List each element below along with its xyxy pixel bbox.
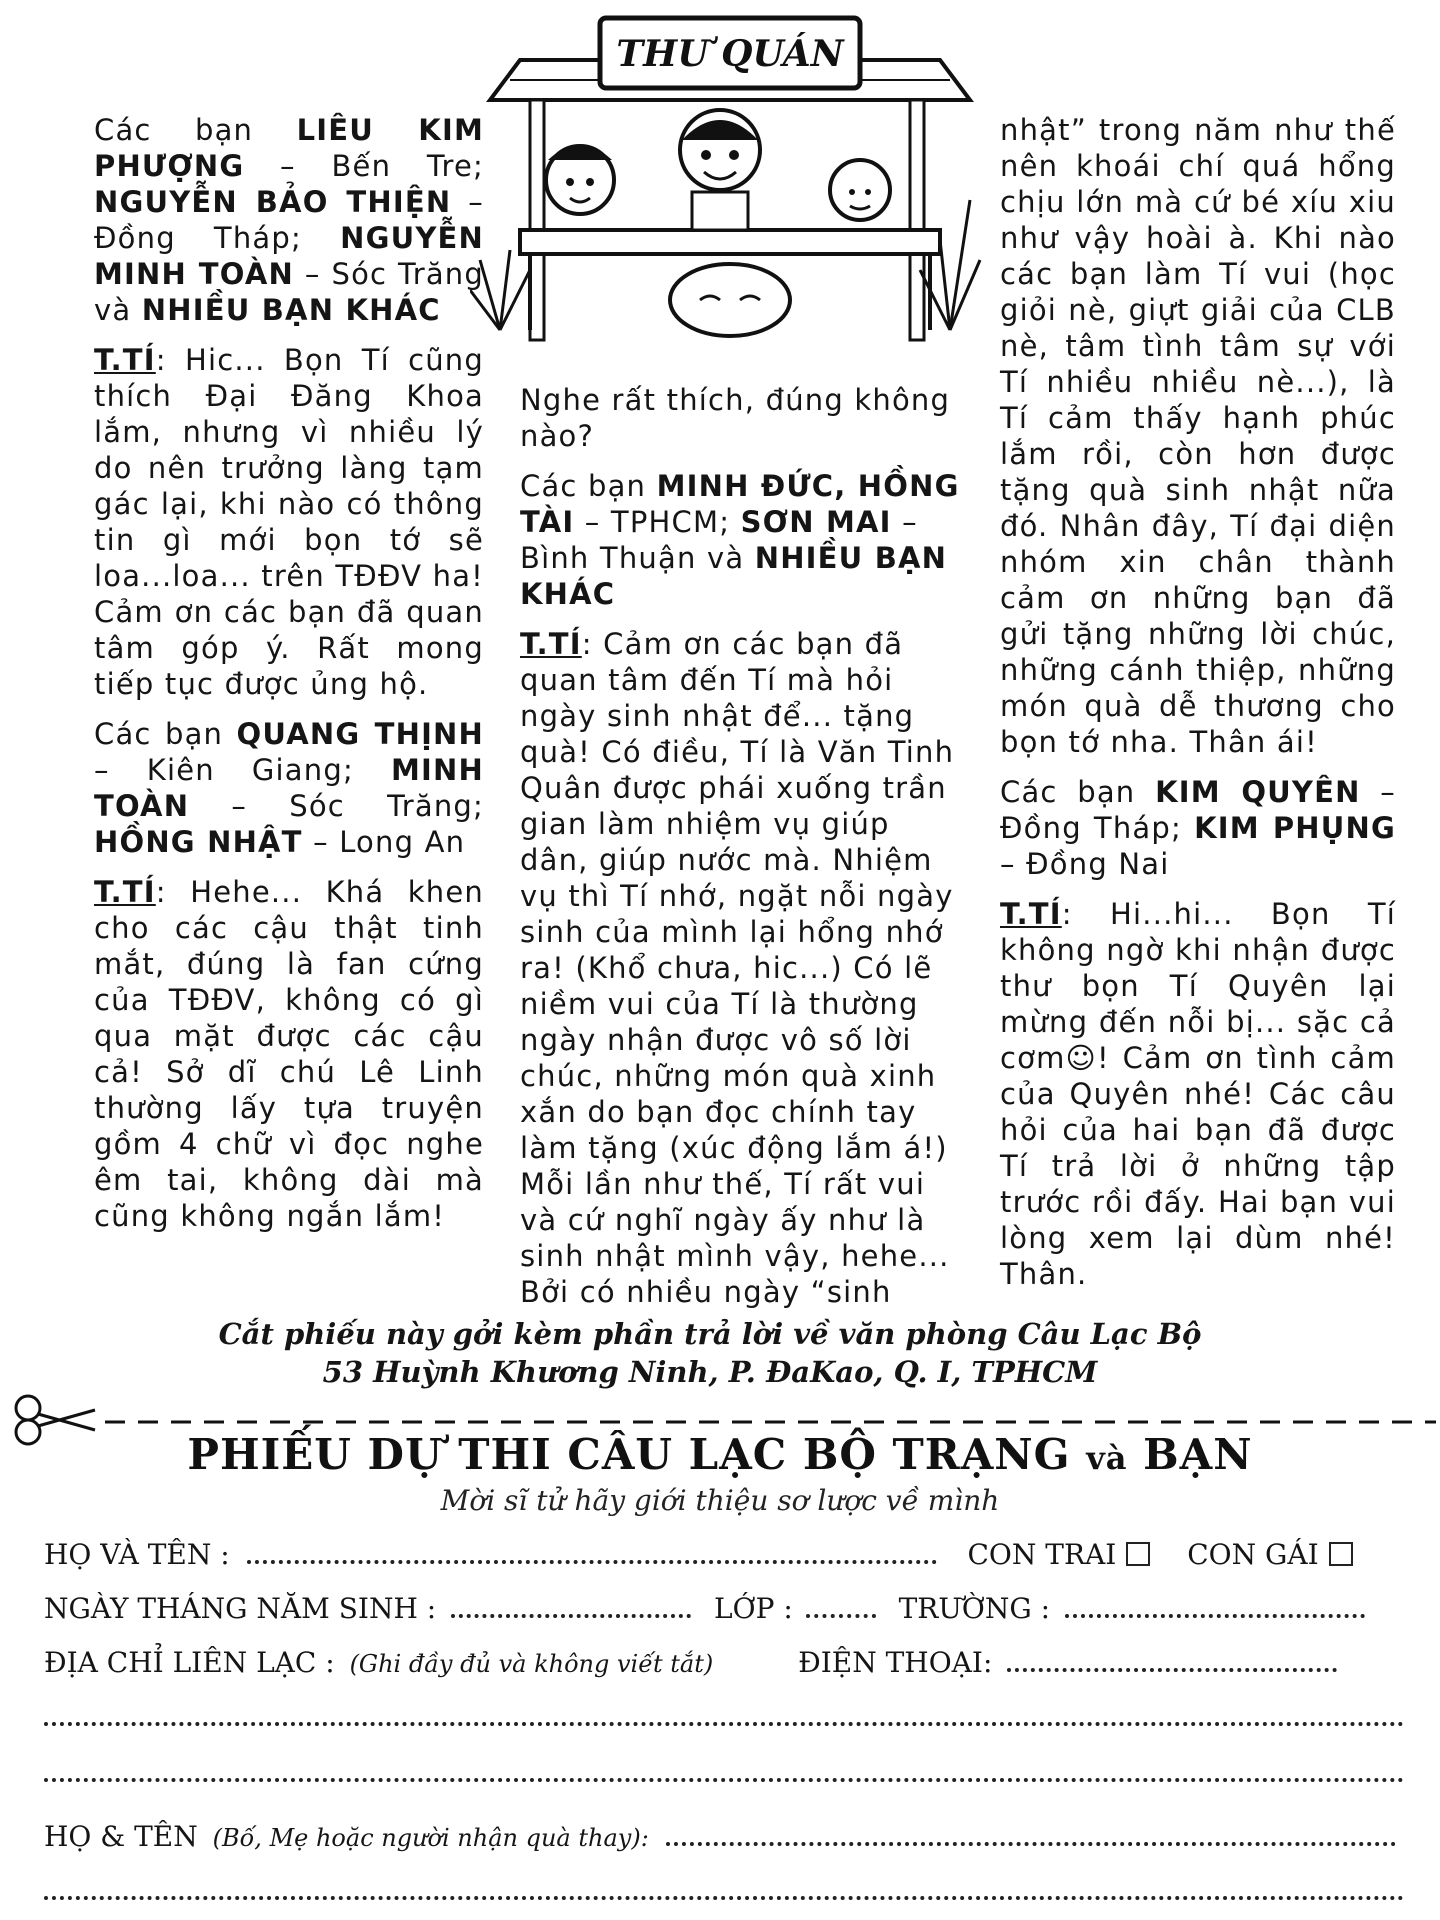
form-title-connector: và — [1086, 1439, 1128, 1477]
text: – Long An — [302, 825, 466, 859]
character-sleeping — [670, 264, 790, 336]
reply-label: T.TÍ — [94, 875, 156, 909]
col3-paragraph-2 — [1000, 774, 1396, 882]
col1-paragraph-2 — [94, 342, 484, 702]
text: – Bến Tre; — [244, 149, 484, 183]
parent-field[interactable] — [666, 1824, 1396, 1846]
name-label: HỌ VÀ TÊN : — [44, 1538, 230, 1571]
dob-field[interactable] — [451, 1596, 691, 1618]
character-ti — [680, 110, 760, 230]
col2-paragraph-3 — [520, 626, 966, 1310]
character-old-man — [830, 160, 890, 220]
text: – Sóc Trăng và — [94, 257, 484, 327]
stall-post-left — [530, 100, 544, 340]
girl-label: CON GÁI — [1187, 1538, 1319, 1571]
address-line-2 — [44, 1700, 1414, 1740]
dob-row — [44, 1592, 1414, 1632]
school-field[interactable] — [1065, 1596, 1365, 1618]
reader-name: SƠN MAI — [740, 505, 892, 539]
parent-note: (Bố, Mẹ hoặc người nhận quà thay): — [212, 1824, 649, 1852]
text: – Bình Thuận và — [520, 505, 918, 575]
reader-name: QUANG THỊNH — [236, 717, 484, 751]
form-title — [0, 1430, 1440, 1479]
text: Các bạn — [94, 113, 297, 147]
class-field[interactable] — [806, 1596, 876, 1618]
girl-checkbox[interactable] — [1329, 1542, 1353, 1566]
col3-paragraph-1: nhật” trong năm như thế nên khoái chí quá hổng chịu lớn mà cứ bé xíu xiu như vậy hoài à. Khi nào các bạn làm Tí vui (học giỏi nè, giựt giải của CLB nè, tâm tình tâm sự với Tí nhiều nhiều nè...), là Tí cảm thấy hạnh phúc lắm rồi, còn hơn được tặng quà sinh nhật nữa đó. Nhân đây, Tí đại diện nhóm xin chân thành cảm ơn những bạn đã gửi tặng những lời chúc, những cánh thiệp, những món quà dễ thương cho bọn tớ nha. Thân ái! — [1000, 113, 1396, 759]
address-line-3 — [44, 1756, 1414, 1796]
reply-text: : Cảm ơn các bạn đã quan tâm đến Tí mà hỏi ngày sinh nhật để... tặng quà! Có điều, Tí là Văn Tinh Quân được phái xuống trần gian làm nhiệm vụ giúp dân, giúp nước mà. Nhiệm vụ thì Tí nhớ, ngặt nỗi ngày sinh của mình lại hổng nhớ ra! (Khổ chưa, hic...) Có lẽ niềm vui của Tí là thường ngày nhận được vô số lời chúc, những món quà xinh xắn do bạn đọc chính tay làm tặng (xúc động lắm á!) Mỗi lần như thế, Tí rất vui và cứ nghĩ ngày ấy như là sinh nhật mình vậy, hehe... Bởi có nhiều ngày “sinh — [520, 627, 955, 1309]
address-field-extra[interactable] — [44, 1760, 1404, 1782]
reader-name: MINH ĐỨC, HỒNG TÀI — [520, 469, 960, 539]
phone-label: ĐIỆN THOẠI: — [798, 1646, 993, 1679]
text: – TPHCM; — [574, 505, 741, 539]
reader-name: LIÊU KIM PHƯỢNG — [94, 113, 485, 183]
boy-checkbox[interactable] — [1126, 1542, 1150, 1566]
reply-text: : Hehe... Khá khen cho các cậu thật tinh mắt, đúng là fan cứng của TĐĐV, không có gì qua mặt được các cậu cả! Sở dĩ chú Lê Linh thường lấy tựa truyện gồm 4 chữ vì đọc nghe êm tai, không dài mà cũng không ngắn lắm! — [94, 875, 484, 1233]
parent-line-2 — [44, 1874, 1414, 1914]
thu-quan-illustration — [470, 0, 990, 380]
name-row — [44, 1538, 1414, 1578]
text: – Sóc Trăng; — [189, 789, 484, 823]
reader-name: KIM QUYÊN — [1155, 775, 1361, 809]
text: – Đồng Tháp; — [94, 185, 484, 255]
name-field[interactable] — [247, 1542, 937, 1564]
col3-paragraph-3 — [1000, 896, 1396, 1292]
text: Các bạn — [94, 717, 237, 751]
column-2 — [520, 382, 966, 1324]
address-label: ĐỊA CHỈ LIÊN LẠC : — [44, 1646, 335, 1679]
phone-field[interactable] — [1007, 1650, 1337, 1672]
col1-paragraph-1 — [94, 112, 484, 328]
cut-note-address: 53 Huỳnh Khương Ninh, P. ĐaKao, Q. I, TPHCM — [322, 1355, 1098, 1389]
boy-label: CON TRAI — [967, 1538, 1117, 1571]
form-title-main: PHIẾU DỰ THI CÂU LẠC BỘ TRẠNG — [187, 1430, 1087, 1479]
school-label: TRƯỜNG : — [898, 1592, 1051, 1625]
class-label: LỚP : — [714, 1592, 793, 1625]
reader-name: NGUYỄN BẢO THIỆN — [94, 185, 452, 219]
cut-note-line-1: Cắt phiếu này gởi kèm phần trả lời về văn phòng Câu Lạc Bộ — [218, 1317, 1202, 1351]
col1-paragraph-3 — [94, 716, 484, 860]
form-subtitle: Mời sĩ tử hãy giới thiệu sơ lược về mình — [440, 1484, 1000, 1517]
reply-text: : Hic... Bọn Tí cũng thích Đại Đăng Khoa lắm, nhưng vì nhiều lý do nên trưởng làng tạm gác lại, khi nào có thông tin gì mới bọn tớ sẽ loa...loa... trên TĐĐV ha! Cảm ơn các bạn đã quan tâm góp ý. Rất mong tiếp tục được ủng hộ. — [94, 343, 484, 701]
reply-label: T.TÍ — [520, 627, 582, 661]
column-3 — [1000, 112, 1396, 1306]
column-1 — [94, 112, 484, 1248]
text: – Đồng Tháp; — [1000, 775, 1396, 845]
text: Các bạn — [520, 469, 657, 503]
parent-row — [44, 1820, 1414, 1860]
stall-post-right — [910, 100, 924, 340]
col2-paragraph-1: Nghe rất thích, đúng không nào? — [520, 383, 951, 453]
parent-field-extra[interactable] — [44, 1878, 1404, 1900]
text: Các bạn — [1000, 775, 1156, 809]
character-girl — [546, 145, 614, 214]
dob-label: NGÀY THÁNG NĂM SINH : — [44, 1592, 437, 1625]
reply-label: T.TÍ — [1000, 897, 1062, 931]
sign-title: THƯ QUÁN — [616, 33, 844, 75]
reply-label: T.TÍ — [94, 343, 156, 377]
text: – Kiên Giang; — [94, 753, 391, 787]
reader-name: NHIỀU BẠN KHÁC — [141, 293, 441, 327]
address-field[interactable] — [44, 1704, 1404, 1726]
reader-name: KIM PHỤNG — [1194, 811, 1397, 845]
reader-name: NHIỀU BẠN KHÁC — [520, 541, 948, 611]
reader-name: MINH TOÀN — [94, 753, 484, 823]
parent-label: HỌ & TÊN — [44, 1820, 198, 1853]
col2-paragraph-2 — [520, 468, 966, 612]
form-title-end: BẠN — [1127, 1430, 1253, 1479]
reader-name: HỒNG NHẬT — [94, 825, 303, 859]
text: – Đồng Nai — [1000, 847, 1170, 881]
col1-paragraph-4 — [94, 874, 484, 1234]
reader-name: NGUYỄN MINH TOÀN — [94, 221, 484, 291]
stall-counter — [520, 230, 940, 254]
address-row — [44, 1646, 1414, 1686]
address-note: (Ghi đầy đủ và không viết tắt) — [349, 1650, 714, 1678]
reply-text: : Hi...hi... Bọn Tí không ngờ khi nhận được thư bọn Tí Quyên lại mừng đến nỗi bị... sặc cả cơm☺! Cảm ơn tình cảm của Quyên nhé! Các câu hỏi của hai bạn đã được Tí trả lời ở những tập trước rồi đấy. Hai bạn vui lòng xem lại dùm nhé! Thân. — [1000, 897, 1396, 1291]
